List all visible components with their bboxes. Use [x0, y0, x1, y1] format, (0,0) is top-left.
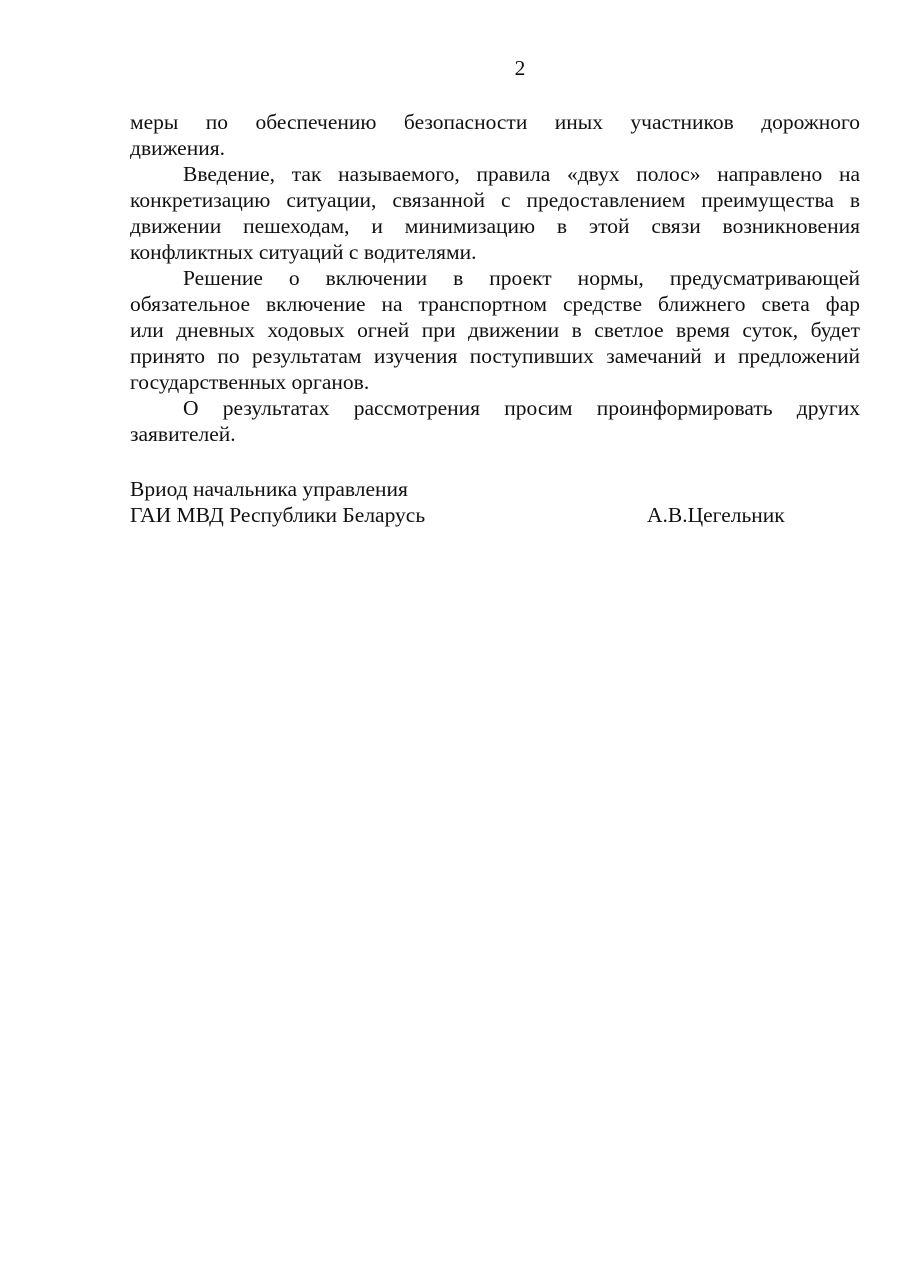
signature-block [130, 476, 860, 528]
paragraph [130, 109, 860, 161]
signatory-title: Вриод начальника управления [130, 477, 408, 501]
paragraph [130, 265, 860, 395]
text-line: Решение о включении в проект нормы, предусматривающей [183, 266, 860, 290]
text-line: меры по обеспечению безопасности иных участников дорожного [130, 110, 860, 134]
text-line: конфликтных ситуаций с водителями. [130, 240, 477, 264]
page-number: 2 [514, 56, 526, 80]
letter-body [130, 109, 860, 447]
text-line: движения. [130, 136, 225, 160]
paragraph [130, 395, 860, 447]
signatory-name: А.В.Цегельник [647, 503, 785, 527]
text-line: обязательное включение на транспортном средстве ближнего света фар [130, 292, 860, 316]
text-line: конкретизацию ситуации, связанной с предоставлением преимущества в [130, 188, 860, 212]
text-line: или дневных ходовых огней при движении в светлое время суток, будет [130, 318, 860, 342]
text-line: государственных органов. [130, 370, 370, 394]
text-line: О результатах рассмотрения просим проинформировать других [183, 396, 860, 420]
text-line: принято по результатам изучения поступивших замечаний и предложений [130, 344, 860, 368]
paragraph [130, 161, 860, 265]
signatory-organization: ГАИ МВД Республики Беларусь [130, 503, 426, 527]
text-line: Введение, так называемого, правила «двух полос» направлено на [183, 162, 860, 186]
text-line: заявителей. [130, 422, 236, 446]
text-line: движении пешеходам, и минимизацию в этой связи возникновения [130, 214, 860, 238]
